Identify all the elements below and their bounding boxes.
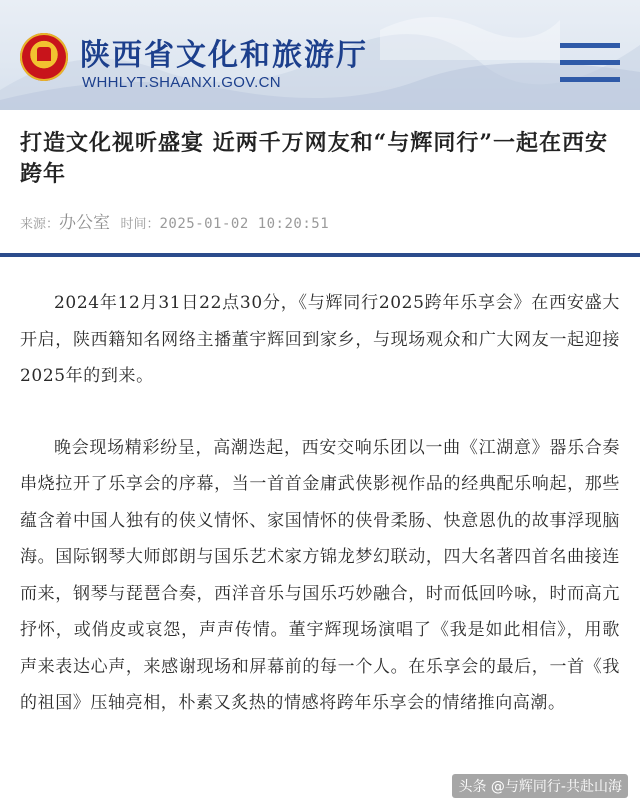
national-emblem-logo[interactable] [20, 33, 68, 81]
article-source: 办公室 [59, 213, 111, 233]
site-name[interactable]: 陕西省文化和旅游厅 [80, 38, 368, 73]
site-header [0, 0, 640, 110]
article-title: 打造文化视听盛宴 近两千万网友和“与辉同行”一起在西安跨年 [20, 130, 608, 187]
site-url: WHHLYT.SHAANXI.GOV.CN [82, 74, 281, 91]
source-watermark: 头条 @与辉同行-共赴山海 [452, 774, 628, 798]
source-label: 来源： [20, 217, 60, 232]
hamburger-menu-icon[interactable] [560, 43, 620, 83]
article-paragraph: 2024年12月31日22点30分，《与辉同行2025跨年乐享会》在西安盛大开启，陕西籍知名网络主播董宇辉回到家乡，与现场观众和广大网友一起迎接2025年的到来。 [20, 293, 620, 386]
header-divider [0, 253, 640, 257]
article-paragraph: 晚会现场精彩纷呈，高潮迭起，西安交响乐团以一曲《江湖意》器乐合奏串烧拉开了乐享会的序幕，当一首首金庸武侠影视作品的经典配乐响起，那些蕴含着中国人独有的侠义情怀、家国情怀的侠骨柔肠、快意恩仇的故事浮现脑海。国际钢琴大师郎朗与国乐艺术家方锦龙梦幻联动，四大名著四首名曲接连而来，钢琴与琵琶合奏，西洋音乐与国乐巧妙融合，时而低回吟咏，时而高亢抒怀，或俏皮或哀怨，声声传情。董宇辉现场演唱了《我是如此相信》，用歌声来表达心声，来感谢现场和屏幕前的每一个人。在乐享会的最后，一首《我的祖国》压轴亮相，朴素又炙热的情感将跨年乐享会的情绪推向高潮。 [20, 437, 620, 713]
time-label: 时间： [120, 217, 160, 232]
article-meta [20, 208, 329, 233]
article-time: 2025-01-02 10:20:51 [159, 216, 330, 232]
article-body [20, 285, 620, 757]
